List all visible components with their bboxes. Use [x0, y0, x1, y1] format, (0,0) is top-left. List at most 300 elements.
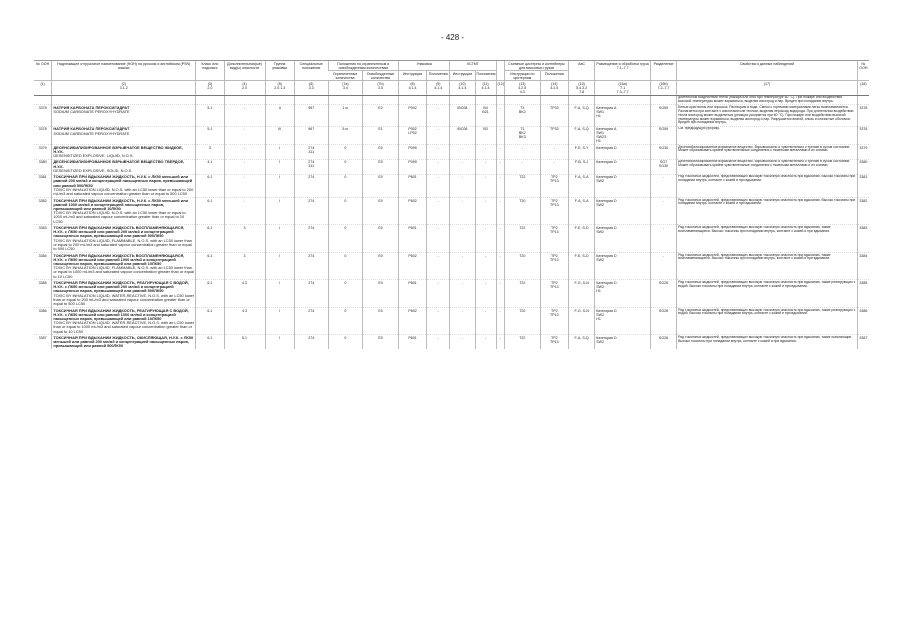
cell-pi: P602	[398, 307, 426, 335]
cell-eq: E0	[363, 174, 399, 197]
cell-eq: E1	[363, 126, 399, 144]
header-packing-provisions: Положения	[427, 71, 450, 81]
cell-shipping-name	[52, 159, 196, 174]
header-excepted-qty: Освобожденные количества	[363, 71, 399, 81]
shipping-name-ru: НАТРИЯ КАРБОНАТА ПЕРОКСИГИДРАТ	[53, 105, 130, 111]
cell-seg: SG26	[650, 280, 676, 308]
cell-tp: TP33	[540, 105, 568, 126]
table-row	[34, 159, 869, 174]
cell-pg: I	[265, 144, 294, 159]
cell-ibp: -	[475, 197, 496, 225]
cell-c12: -	[496, 144, 504, 159]
cell-c12: -	[496, 225, 504, 253]
cell-c12: -	[496, 252, 504, 280]
shipping-name-ru: ТОКСИЧНАЯ ПРИ ВДЫХАНИИ ЖИДКОСТЬ, РЕАГИРУЮЩАЯ С ВОДОЙ, Н.У.К. с ЛК50 меньшей или равной 200 мл/м3 и концентрацией насыщенных паров, превышающей или равной 500ЛК50	[53, 280, 189, 294]
cell-ibi: IBC08	[450, 105, 475, 126]
cell-lq: 0	[328, 280, 363, 308]
shipping-name-ru: ТОКСИЧНАЯ ПРИ ВДЫХАНИИ ЖИДКОСТЬ, Н.У.К. с ЛК50 меньшей или равной 1000 мл/м3 и концентрацией насыщенных паров, превышающей или равной 10ЛК50	[53, 197, 188, 211]
cell-properties: Белые кристаллы или порошок. Растворим в воде. Смеси с горючими материалами легко воспламеняются. Разлагается при контакте с кислотами или теплом, выделяя пероксид водорода. При длительном воздействии тепла кислород может выделяться (реакция ускоряется при 60 °C). При пожаре или воздействии высокой температуры может взрываться, выделяя кислород и пар. Разрушается влагой, слизь и слизистые оболочки. Вреден при попадании внутрь.	[677, 105, 858, 126]
column-number-2: (2) 3.1.2	[52, 81, 196, 95]
cell-cls: 6.1	[196, 280, 224, 308]
table-row	[34, 105, 869, 126]
cell-tp: TP2 TP13	[540, 335, 568, 349]
cell-ems: F-G, S-N	[569, 307, 595, 335]
cell-sub: -	[224, 174, 265, 197]
cell-seg: SG30	[650, 144, 676, 159]
cell-ibi: -	[450, 280, 475, 308]
cell-cls: 6.1	[196, 174, 224, 197]
shipping-name-ru: ТОКСИЧНАЯ ПРИ ВДЫХАНИИ ЖИДКОСТЬ ВОСПЛАМЕНЯЮЩАЯСЯ, Н.У.К. с ЛК50 меньшей или равной 1000 мл/м3 и концентрацией насыщенных паров, превышающей или равной 10ЛК50	[53, 252, 185, 266]
cell-un: 3386	[34, 307, 52, 335]
cell-un: 3385	[34, 280, 52, 308]
cell-ems: F-A, S-Q	[569, 126, 595, 144]
cell-tank: -	[504, 144, 540, 159]
cell-stow: Категория D SW2 H1	[595, 307, 651, 335]
cell-pi	[398, 95, 426, 105]
dangerous-goods-table	[34, 60, 869, 349]
cell-ibi: -	[450, 144, 475, 159]
cell-lq: 0	[328, 252, 363, 280]
cell-tank: T20	[504, 197, 540, 225]
column-number-4: (4) 2.0	[224, 81, 265, 95]
cell-un-right: 3381	[857, 174, 869, 197]
cell-seg: SG26	[650, 335, 676, 349]
table-row	[34, 174, 869, 197]
cell-lq	[328, 95, 363, 105]
cell-tank	[504, 95, 540, 105]
cell-cls: 6.1	[196, 307, 224, 335]
cell-sp: 274 311	[294, 144, 328, 159]
cell-ibi: -	[450, 159, 475, 174]
column-number-12: (11) 4.1.4	[475, 81, 496, 95]
cell-sp: 967	[294, 126, 328, 144]
cell-sub: -	[224, 197, 265, 225]
cell-tp: TP2 TP13	[540, 307, 568, 335]
column-number-6: (6) 3.3	[294, 81, 328, 95]
cell-shipping-name	[52, 307, 196, 335]
cell-cls: 5.1	[196, 105, 224, 126]
header-tank-provisions: Положения	[540, 71, 568, 81]
header-shipping-name: Надлежащее отгрузочное наименование (НОН) на русском и английском (PSN) языках	[52, 61, 196, 81]
cell-tank: T3 BK2	[504, 105, 540, 126]
cell-un-right: 3386	[857, 307, 869, 335]
cell-ibp: B3	[475, 126, 496, 144]
cell-un: 3383	[34, 225, 52, 253]
cell-un-right: 3384	[857, 252, 869, 280]
column-number-1: (1)	[34, 81, 52, 95]
cell-pp: -	[427, 126, 450, 144]
column-number-7: (7a) 3.4	[328, 81, 363, 95]
column-number-19: (17)	[677, 81, 858, 95]
header-segregation: Разделение	[650, 61, 676, 81]
header-packing-group: Группа упаковки	[265, 61, 294, 81]
cell-seg: -	[650, 252, 676, 280]
cell-shipping-name	[52, 280, 196, 308]
cell-stow: Категория D SW2 H1	[595, 280, 651, 308]
cell-stow: Категория A SW1 SW23 H1	[595, 126, 651, 144]
cell-stow: Категория D	[595, 159, 651, 174]
cell-pi: P601	[398, 280, 426, 308]
cell-sp: 274	[294, 197, 328, 225]
cell-sp: 967	[294, 105, 328, 126]
cell-pp: -	[427, 197, 450, 225]
header-subsidiary-risk: Дополнительная(ые) вид(ы) опасности	[224, 61, 265, 81]
cell-eq: E0	[363, 225, 399, 253]
cell-ibi: -	[450, 307, 475, 335]
table-row	[34, 335, 869, 349]
cell-pg: I	[265, 197, 294, 225]
shipping-name-ru: ТОКСИЧНАЯ ПРИ ВДЫХАНИИ ЖИДКОСТЬ, ОКИСЛЯЮЩАЯ, Н.У.К. с ЛК50 меньшей или равной 200 мл/м3 и концентрацией насыщенных паров, превышающей или равной 500ЛК50	[53, 335, 194, 349]
cell-stow: Категория D SW2	[595, 174, 651, 197]
cell-tp: -	[540, 144, 568, 159]
cell-c12: -	[496, 307, 504, 335]
shipping-name-en: TOXIC BY INHALATION LIQUID, WATER-REACTIVE, N.O.S. with an LC50 lower than or equal to 1000 mL/m3 and saturated vapour concentration greater than or equal to 10 LC50	[53, 320, 195, 334]
table-row	[34, 197, 869, 225]
cell-ibi: -	[450, 197, 475, 225]
cell-cls: 6.1	[196, 197, 224, 225]
cell-tp: TP2 TP13	[540, 280, 568, 308]
cell-sp: 274	[294, 307, 328, 335]
cell-shipping-name	[52, 144, 196, 159]
header-group-packing: Упаковка	[398, 61, 449, 71]
cell-tank: T22	[504, 280, 540, 308]
cell-ems: F-A, S-Q	[569, 335, 595, 349]
cell-tank: -	[504, 159, 540, 174]
column-number-11: (10) 4.1.4	[450, 81, 475, 95]
cell-properties: Ряд токсичных жидкостей, представляющих высокую токсичную опасность при вдыхании, также реагирующих с водой. Высоко токсичны при попадании внутрь, контакте с кожей и при вдыхании.	[677, 307, 858, 335]
shipping-name-en: DESENSITIZED EXPLOSIVE, SOLID, N.O.S.	[53, 167, 133, 173]
cell-stow: Категория D SW2	[595, 335, 651, 349]
cell-sub: 5.1	[224, 335, 265, 349]
cell-lq: 0	[328, 307, 363, 335]
cell-properties: Ряд токсичных жидкостей, представляющих высокую токсичную опасность при вдыхании, также воспламеняющиеся. Высоко токсичны при попадании внутрь, контакте с кожей и при вдыхании.	[677, 252, 858, 280]
cell-ibp: -	[475, 159, 496, 174]
cell-pg: I	[265, 159, 294, 174]
cell-sp: 274	[294, 225, 328, 253]
shipping-name-en: TOXIC BY INHALATION LIQUID, N.O.S. with an LC50 lower than or equal to 200 mL/m3 and saturated vapour concentration greater than or equal to 500 LC50	[53, 186, 194, 197]
cell-tp: TP2 TP13	[540, 174, 568, 197]
cell-properties: Десенсибилизированное взрывчатое вещество. Взрывоопасно и чувствительно к трению в сухом состоянии. Может образовывать крайне чувствительные соединения с тяжелыми металлами и их солями.	[677, 144, 858, 159]
shipping-name-ru: ДЕСЕНСИБИЛИЗИРОВАННОЕ ВЗРЫВЧАТОЕ ВЕЩЕСТВО ЖИДКОЕ, Н.У.К.	[53, 144, 183, 154]
cell-shipping-name	[52, 105, 196, 126]
page-number: - 428 -	[440, 33, 465, 42]
cell-pi: P602	[398, 252, 426, 280]
cell-pg: I	[265, 335, 294, 349]
column-number-17: (16a) 7.1 7.3–7.7	[595, 81, 651, 95]
cell-ems: F-A, S-Q	[569, 105, 595, 126]
cell-pp: -	[427, 335, 450, 349]
cell-c12	[496, 95, 504, 105]
header-un: № ООН	[34, 61, 52, 81]
cell-lq: 0	[328, 159, 363, 174]
cell-seg: -	[650, 174, 676, 197]
cell-lq: 1 кг	[328, 105, 363, 126]
cell-un: 3379	[34, 144, 52, 159]
cell-pi: P601	[398, 225, 426, 253]
cell-un-right: 3378	[857, 126, 869, 144]
column-number-row	[34, 81, 869, 95]
cell-c12: -	[496, 159, 504, 174]
cell-pg: I	[265, 225, 294, 253]
cell-stow	[595, 95, 651, 105]
cell-sub: -	[224, 144, 265, 159]
header-col12	[496, 61, 504, 81]
cell-stow: Категория D SW2	[595, 252, 651, 280]
cell-un: 3381	[34, 174, 52, 197]
cell-pp: -	[427, 144, 450, 159]
cell-stow: Категория A SW1 H1	[595, 105, 651, 126]
column-number-8: (7b) 3.5	[363, 81, 399, 95]
column-number-5: (5) 2.0.1.3	[265, 81, 294, 95]
cell-pp: -	[427, 307, 450, 335]
cell-tp: TP33	[540, 126, 568, 144]
column-number-20: (18)	[857, 81, 869, 95]
header-special-provisions: Специальные положения	[294, 61, 328, 81]
cell-ems: F-G, S-N	[569, 280, 595, 308]
cell-ems: F-A, S-A	[569, 197, 595, 225]
shipping-name-ru: ТОКСИЧНАЯ ПРИ ВДЫХАНИИ ЖИДКОСТЬ, Н.У.К. с ЛК50 меньшей или равной 200 мл/м3 и концентрацией насыщенных паров, превышающей или равной 500ЛК50	[53, 174, 193, 188]
cell-seg: SG7 SG30	[650, 159, 676, 174]
cell-cls: 3	[196, 144, 224, 159]
cell-ibp: -	[475, 252, 496, 280]
header-ems: АвС	[569, 61, 595, 81]
cell-pi: P601	[398, 335, 426, 349]
header-group-tanks: Съемные цистерны и контейнеры для массовых грузов	[504, 61, 568, 71]
cell-un-right: 3383	[857, 225, 869, 253]
cell-ems	[569, 95, 595, 105]
cell-tp	[540, 95, 568, 105]
cell-cls: 6.1	[196, 225, 224, 253]
cell-cls: 6.1	[196, 252, 224, 280]
cell-tp: TP2 TP13	[540, 197, 568, 225]
cell-eq: E0	[363, 280, 399, 308]
cell-un: 3382	[34, 197, 52, 225]
cell-lq: 5 кг	[328, 126, 363, 144]
table-header	[34, 61, 869, 96]
cell-seg: -	[650, 225, 676, 253]
cell-pi: P602	[398, 197, 426, 225]
cell-sub	[224, 95, 265, 105]
cell-properties: длительном воздействии тепла (пожара или огня при температуре 60 °C). При пожаре или воздействии высокой температуры может взрываться, выделяя кислород и пар. Вреден при попадании внутрь.	[677, 95, 858, 105]
cell-un: 3378	[34, 126, 52, 144]
cell-un-right: 3385	[857, 280, 869, 308]
cell-tp: TP2 TP13	[540, 225, 568, 253]
table-body	[34, 95, 869, 349]
column-number-16: (15) 5.4.3.2 7.8	[569, 81, 595, 95]
cell-un-right	[857, 95, 869, 105]
cell-sub: -	[224, 126, 265, 144]
cell-cls: 6.1	[196, 335, 224, 349]
cell-sub: -	[224, 105, 265, 126]
column-number-15: (14) 4.2.5	[540, 81, 568, 95]
cell-tp: TP2 TP13	[540, 252, 568, 280]
cell-ibp: -	[475, 335, 496, 349]
table-row	[34, 144, 869, 159]
header-limited-qty: Ограниченные количества	[328, 71, 363, 81]
cell-ibp: B4 B21	[475, 105, 496, 126]
cell-pi: P099	[398, 159, 426, 174]
header-group-ibc: КСГМГ	[450, 61, 496, 71]
cell-sub: 4.3	[224, 307, 265, 335]
cell-pg: III	[265, 126, 294, 144]
cell-properties: Ряд токсичных жидкостей, представляющих высокую токсичную опасность при вдыхании, также реагирующих с водой. Высоко токсичны при попадании внутрь, контакте с кожей и при вдыхании.	[677, 280, 858, 308]
shipping-name-ru: ДЕСЕНСИБИЛИЗИРОВАННОЕ ВЗРЫВЧАТОЕ ВЕЩЕСТВО ТВЕРДОЕ, Н.У.К.	[53, 159, 185, 169]
cell-sp: 274	[294, 280, 328, 308]
cell-ibp: -	[475, 225, 496, 253]
cell-pg: I	[265, 174, 294, 197]
cell-tank: T22	[504, 225, 540, 253]
cell-shipping-name	[52, 252, 196, 280]
cell-pp: -	[427, 252, 450, 280]
cell-eq: E0	[363, 307, 399, 335]
cell-cls: 5.1	[196, 126, 224, 144]
cell-c12: -	[496, 105, 504, 126]
cell-stow: Категория D SW2	[595, 197, 651, 225]
shipping-name-ru: ТОКСИЧНАЯ ПРИ ВДЫХАНИИ ЖИДКОСТЬ ВОСПЛАМЕНЯЮЩАЯСЯ, Н.У.К. с ЛК50 меньшей или равной 200 мл/м3 и концентрацией насыщенных паров, превышающей или равной 500ЛК50	[53, 225, 185, 239]
cell-eq: E0	[363, 159, 399, 174]
cell-pp: -	[427, 105, 450, 126]
cell-ibp	[475, 95, 496, 105]
table-row	[34, 280, 869, 308]
cell-pg	[265, 95, 294, 105]
shipping-name-ru: НАТРИЯ КАРБОНАТА ПЕРОКСИГИДРАТ	[53, 126, 130, 132]
cell-stow: Категория D SW2	[595, 225, 651, 253]
cell-un	[34, 95, 52, 105]
cell-seg: SG59	[650, 126, 676, 144]
header-properties: Свойства и данные наблюдений	[677, 61, 858, 81]
cell-ibp: -	[475, 307, 496, 335]
cell-ems: F-E, S-D	[569, 225, 595, 253]
cell-tank: T20	[504, 307, 540, 335]
cell-ibp: -	[475, 174, 496, 197]
cell-c12: -	[496, 197, 504, 225]
cell-sp	[294, 95, 328, 105]
cell-sub: -	[224, 159, 265, 174]
cell-ibi: -	[450, 225, 475, 253]
cell-cls	[196, 95, 224, 105]
cell-eq: E2	[363, 105, 399, 126]
cell-c12: -	[496, 126, 504, 144]
cell-properties: Ряд токсичных жидкостей, представляющих высокую токсичную опасность при вдыхании, также воспламеняющиеся. Высоко токсичны при попадании внутрь, контакте с кожей и при вдыхании.	[677, 225, 858, 253]
cell-shipping-name	[52, 225, 196, 253]
table-row	[34, 307, 869, 335]
cell-pp: -	[427, 174, 450, 197]
shipping-name-en: SODIUM CARBONATE PEROXYHYDRATE	[53, 109, 130, 115]
shipping-name-en: DESENSITIZED EXPLOSIVE, LIQUID, N.O.S.	[53, 153, 134, 159]
cell-ems: F-B, S-J	[569, 159, 595, 174]
header-ibc-instructions: Инструкции	[450, 71, 475, 81]
cell-eq: E0	[363, 252, 399, 280]
cell-un: 3387	[34, 335, 52, 349]
cell-un-right: 3387	[857, 335, 869, 349]
shipping-name-ru: ТОКСИЧНАЯ ПРИ ВДЫХАНИИ ЖИДКОСТЬ, РЕАГИРУЮЩАЯ С ВОДОЙ, Н.У.К. с ЛК50 меньшей или равной 1000 мл/м3 и концентрацией насыщенных паров, превышающей или равной 10ЛК50	[53, 307, 189, 321]
cell-shipping-name	[52, 95, 196, 105]
cell-pg: I	[265, 280, 294, 308]
cell-un-right: 3379	[857, 144, 869, 159]
cell-ibi	[450, 95, 475, 105]
shipping-name-en: TOXIC BY INHALATION LIQUID, FLAMMABLE, N.O.S. with an LC50 lower than or equal to 200 mL/m3 and saturated vapour concentration greater than or equal to 500 LC50	[53, 237, 192, 252]
cell-lq: 0	[328, 144, 363, 159]
cell-seg: SG59	[650, 105, 676, 126]
header-un-right: № ООН	[857, 61, 869, 81]
cell-shipping-name	[52, 126, 196, 144]
shipping-name-en: TOXIC BY INHALATION LIQUID, WATER-REACTIVE, N.O.S. with an LC50 lower than or equal to 200 mL/m3 and saturated vapour concentration greater than or equal to 500 LC50	[53, 292, 195, 307]
header-class: Класс или подкласс	[196, 61, 224, 81]
cell-properties: Ряд токсичных жидкостей, представляющих высокую токсичную опасность при вдыхании, также окисляющие. Высоко токсичны при попадании внутрь, контакте с кожей и при вдыхании.	[677, 335, 858, 349]
cell-c12: -	[496, 335, 504, 349]
cell-sub: 4.3	[224, 280, 265, 308]
cell-shipping-name	[52, 197, 196, 225]
cell-un: 3384	[34, 252, 52, 280]
cell-sub: 3	[224, 225, 265, 253]
table-row	[34, 225, 869, 253]
cell-tank: T1 BK2 BK3	[504, 126, 540, 144]
cell-eq: E0	[363, 144, 399, 159]
cell-cls: 4.1	[196, 159, 224, 174]
cell-ems: F-E, S-D	[569, 252, 595, 280]
cell-un: 3378	[34, 105, 52, 126]
column-number-18: (16b) 7.2–7.7	[650, 81, 676, 95]
cell-un-right: 3380	[857, 159, 869, 174]
cell-ems: F-E, S-Y	[569, 144, 595, 159]
shipping-name-en: TOXIC BY INHALATION LIQUID, N.O.S. with an LC50 lower than or equal to 1000 mL/m3 and saturated vapour concentration greater than or equal to 10 LC50	[53, 210, 186, 224]
cell-sp: 274	[294, 252, 328, 280]
shipping-name-en: SODIUM CARBONATE PEROXYHYDRATE	[53, 130, 130, 136]
cell-pp	[427, 95, 450, 105]
header-tank-instructions: Инструкции по цистернам	[504, 71, 540, 81]
cell-stow: Категория D	[595, 144, 651, 159]
cell-properties: Ряд токсичных жидкостей, представляющих высокую токсичную опасность при вдыхании. Высоко токсичны при попадании внутрь, контакте с кожей и при вдыхании.	[677, 197, 858, 225]
cell-sp: 274 311	[294, 159, 328, 174]
cell-pg: I	[265, 307, 294, 335]
column-number-9: (8) 4.1.4	[398, 81, 426, 95]
column-number-10: (9) 4.1.4	[427, 81, 450, 95]
column-number-14: (13) 4.2.5 4.3	[504, 81, 540, 95]
cell-pi: P099	[398, 144, 426, 159]
cell-ems: F-A, S-A	[569, 174, 595, 197]
cell-tank: T22	[504, 335, 540, 349]
header-ibc-provisions: Положения	[475, 71, 496, 81]
cell-eq: E0	[363, 335, 399, 349]
cell-ibp: -	[475, 144, 496, 159]
header-stowage: Размещение и обработка груза 7.1–7.7	[595, 61, 651, 81]
table-row	[34, 126, 869, 144]
cell-c12: -	[496, 174, 504, 197]
header-packing-instructions: Инструкции	[398, 71, 426, 81]
cell-ibi: -	[450, 335, 475, 349]
cell-tank: T20	[504, 252, 540, 280]
column-number-3: (3) 2.0	[196, 81, 224, 95]
column-number-13: (12)	[496, 81, 504, 95]
cell-properties: См. предыдущую рубрику.	[677, 126, 858, 144]
cell-pp: -	[427, 159, 450, 174]
header-group-quantities: Положения по ограниченным и освобожденным количествам	[328, 61, 398, 71]
cell-pi: P002 LP02	[398, 126, 426, 144]
cell-ibi: IBC08	[450, 126, 475, 144]
cell-pi: P601	[398, 174, 426, 197]
cell-properties: Десенсибилизированное взрывчатое вещество. Взрывоопасно и чувствительно к трению в сухом состоянии. Может образовывать крайне чувствительные соединения с тяжелыми металлами и их солями.	[677, 159, 858, 174]
cell-sp: 274	[294, 174, 328, 197]
cell-shipping-name	[52, 335, 196, 349]
cell-un-right: 3382	[857, 197, 869, 225]
cell-tank: T22	[504, 174, 540, 197]
table-row	[34, 95, 869, 105]
cell-ibi: -	[450, 252, 475, 280]
cell-pg: II	[265, 105, 294, 126]
cell-lq: 0	[328, 174, 363, 197]
cell-properties: Ряд токсичных жидкостей, представляющих высокую токсичную опасность при вдыхании. Высоко токсичны при попадании внутрь, контакте с кожей и при вдыхании.	[677, 174, 858, 197]
cell-lq: 0	[328, 197, 363, 225]
